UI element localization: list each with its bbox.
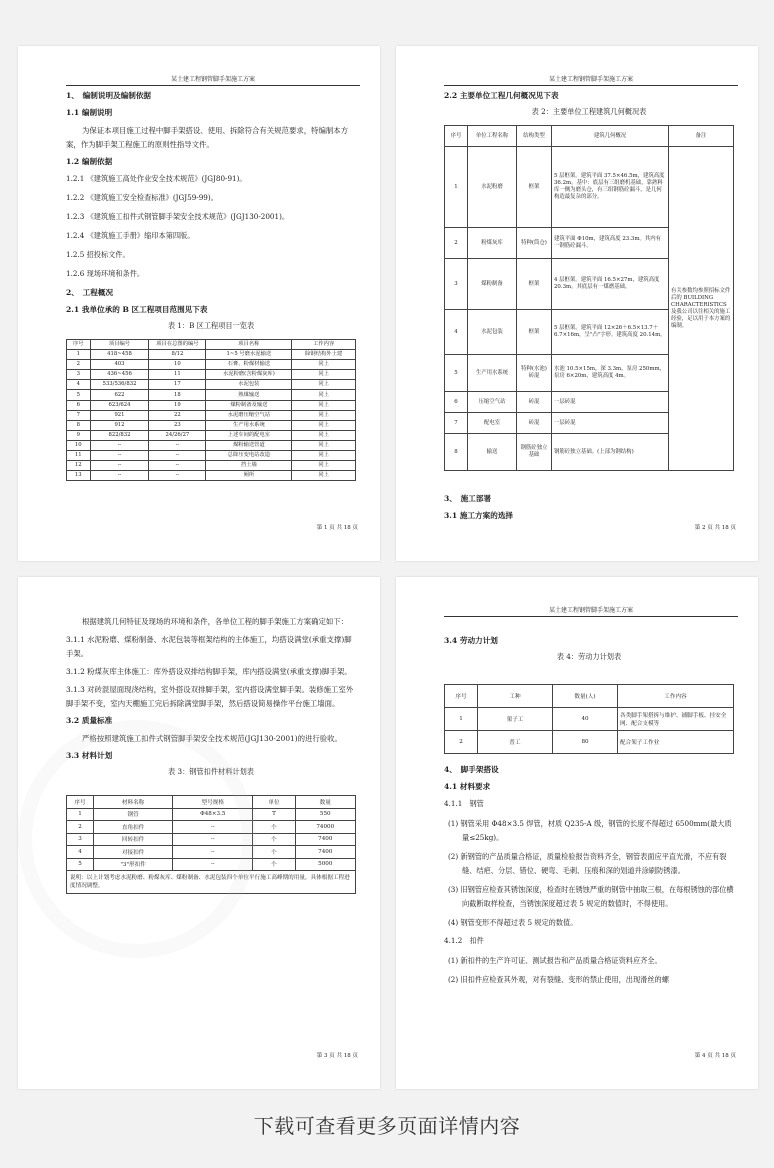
table-cell: 个 [253, 858, 295, 871]
table-cell: 622 [90, 390, 149, 400]
table-cell: 5 [445, 355, 468, 392]
watermark [18, 720, 256, 958]
section-heading: 3、 施工部署 [444, 494, 492, 503]
table-cell: 10 [149, 360, 206, 370]
table-cell: 2 [445, 731, 478, 754]
requirement-item: (1) 新扣件的生产许可证、测试报告和产品质量合格证资料应齐全。 [448, 956, 662, 965]
table-cell: 4 [67, 846, 94, 859]
table-cell: -- [149, 461, 206, 471]
table-cell: 配电室 [468, 413, 517, 434]
reference-item: 1.2.6 现场环境和条件。 [66, 269, 145, 278]
page-number: 第 1 页 共 18 页 [316, 525, 358, 531]
table-row [67, 451, 356, 461]
table-header-row [67, 340, 356, 350]
reference-item: 1.2.2 《建筑施工安全检查标准》(JGJ59-99)。 [66, 193, 218, 202]
table-cell: -- [90, 461, 149, 471]
table-cell: -- [90, 440, 149, 450]
table-cell: 4 层框架。建筑平面 16.5×27m，建筑高度 20.3m。其底层有一煤磨基础。 [552, 259, 669, 310]
page-header: 某土建工程钢管脚手架施工方案 [444, 605, 738, 617]
page-body [444, 90, 734, 527]
requirement-item: (1) 钢管采用 Φ48×3.5 焊管，材质 Q235-A 级，钢管的长度不得超过 6500mm(最大质量≤25kg)。 [448, 819, 732, 842]
page-number: 第 4 页 共 18 页 [694, 1053, 736, 1059]
table-header-cell: 材料名称 [94, 796, 173, 809]
table-cell: 个 [253, 833, 295, 846]
table-cell: 12 [67, 461, 91, 471]
table-cell: 输送 [468, 434, 517, 471]
table-header-cell: 项目编号 [90, 340, 149, 350]
table-cell: 厕所 [206, 471, 292, 481]
subsection-heading: 2.2 主要单位工程几何概况见下表 [444, 91, 559, 100]
table-cell: -- [173, 858, 253, 871]
table-cell: -- [149, 471, 206, 481]
subsection-heading: 1.1 编制说明 [66, 108, 113, 117]
labor-plan-table [444, 684, 734, 754]
table-cell: 13 [67, 471, 91, 481]
document-page-4 [396, 577, 758, 1089]
table-cell: 18 [149, 390, 206, 400]
table-cell: 挡土墙 [206, 461, 292, 471]
table-row [67, 350, 356, 360]
table-cell: 23 [149, 420, 206, 430]
table-cell: 3 [445, 259, 468, 310]
requirement-item: (3) 旧钢管应检查其锈蚀深度，检查时在锈蚀严重的钢管中抽取三根，在每根锈蚀的部位横向截断取样检查，当锈蚀深度超过表 5 规定的数值时，不得使用。 [448, 885, 734, 908]
table-cell: 钢管 [94, 808, 173, 821]
table-cell: 5 层框架。建筑平面 37.5×46.5m，建筑高度 36.2m。基中：底层有三组磨机基础，靠熟料库一侧为磨头仓，有三组钢筋砼漏斗，是几何构造最复杂的部分。 [552, 147, 669, 228]
table-cell: 623/624 [90, 400, 149, 410]
table-cell: 17 [149, 380, 206, 390]
table-cell: 533/536/832 [90, 380, 149, 390]
table-cell: 5000 [295, 858, 355, 871]
subsection-heading: 1.2 编制依据 [66, 157, 113, 166]
table-header-cell: 序号 [445, 685, 478, 708]
table-header-cell: 建筑几何概况 [552, 126, 669, 147]
project-list-table [66, 339, 356, 481]
table-cell: 熟煤输送 [206, 390, 292, 400]
table-cell: -- [173, 846, 253, 859]
table-cell: 粉煤灰库 [468, 228, 517, 259]
download-prompt: 下载可查看更多页面详情内容 [253, 1114, 521, 1138]
table-cell: 11 [67, 451, 91, 461]
table-header-cell: 项目名称 [206, 340, 292, 350]
reference-item: 1.2.4 《建筑施工手册》缩印本第四版。 [66, 231, 195, 240]
plan-item: 3.1.1 水泥粉磨、煤粉制备、水泥包装等框架结构的主体施工，均搭设满堂(承重支撑)脚手架。 [66, 635, 352, 658]
requirement-item: (2) 旧扣件应检查其外观，对有裂缝、变形的禁止使用，出现滑丝的螺 [448, 975, 669, 984]
section-heading: 1、 编制说明及编制依据 [66, 91, 152, 100]
table-cell: 同上 [292, 390, 356, 400]
table-cell: 煤粉制备 [468, 259, 517, 310]
table-header-cell: 工作内容 [618, 685, 734, 708]
table-cell: 水泥粉磨 [468, 147, 517, 228]
paragraph: 为保证本项目施工过程中脚手架搭设、使用、拆除符合有关规范要求，特编制本方案，作为脚手架工程施工的原则性指导文件。 [66, 126, 349, 149]
table-row [67, 420, 356, 430]
table-header-cell: 数量 [295, 796, 355, 809]
table-cell: 2 [67, 360, 91, 370]
table-cell: -- [173, 833, 253, 846]
table-header-cell: 序号 [445, 126, 468, 147]
table-cell: 同上 [292, 471, 356, 481]
paragraph: 严格按照建筑施工扣件式钢管脚手架安全技术规范(JGJ130-2001)的进行验收。 [82, 734, 342, 743]
subsection-heading: 4.1 材料要求 [444, 782, 491, 791]
table-row [67, 370, 356, 380]
table-cell: 5 [67, 858, 94, 871]
table-row [67, 471, 356, 481]
table-cell: 912 [90, 420, 149, 430]
table-cell: 压缩空气站 [468, 392, 517, 413]
document-page-2 [396, 46, 758, 561]
table-cell: 8 [67, 420, 91, 430]
plan-item: 3.1.3 对砖混屋面现浇结构，室外搭设双排脚手架，室内搭设满堂脚手架。装修施工室外脚手架不变，室内天棚施工完后拆除满堂脚手架，然后搭设简易操作平台施工墙面。 [66, 685, 354, 708]
table-header-cell: 序号 [67, 340, 91, 350]
table-cell: 水泥磨压缩空气站 [206, 410, 292, 420]
table-cell: 架子工 [478, 708, 553, 731]
subsection-heading: 2.1 我单位承的 B 区工程项目范围见下表 [66, 305, 208, 314]
table-caption: 表 1：B 区工程项目一览表 [167, 321, 255, 330]
document-page-1 [18, 46, 380, 561]
table-cell: 砖混 [517, 413, 552, 434]
table-header-cell: 单位 [253, 796, 295, 809]
table-cell: 19 [149, 400, 206, 410]
table-cell: 水池 10.5×15m，深 3.3m。泵房 250mm，泵房 6×20m，建筑高度 4m。 [552, 355, 669, 392]
table-header-cell: 备注 [669, 126, 734, 147]
table-row [67, 390, 356, 400]
page-number: 第 2 页 共 18 页 [694, 525, 736, 531]
table-cell: 直角扣件 [94, 821, 173, 834]
table-row [67, 400, 356, 410]
table-cell: 1 [445, 147, 468, 228]
table-cell: 5 [67, 390, 91, 400]
table-header-cell: 单位工程名称 [468, 126, 517, 147]
table-cell: 各类脚手架搭拆与维护、铺脚手板、挂安全网、配合支模等 [618, 708, 734, 731]
table-cell: -- [90, 471, 149, 481]
table-cell: 同上 [292, 360, 356, 370]
table-cell: 8/12 [149, 350, 206, 360]
table-cell: 3 [67, 833, 94, 846]
table-cell: 同上 [292, 440, 356, 450]
table-cell: 总降压变电站改造 [206, 451, 292, 461]
table-cell: 砖混 [517, 392, 552, 413]
table-cell: 框架 [517, 147, 552, 228]
table-note: 说明：以上计划考虑水泥粉磨、粉煤灰库、煤粉制备、水泥包装四个单位平行施工高峰期的用量，具体根据工程进度情况调整。 [67, 871, 356, 894]
table-cell: 10 [67, 440, 91, 450]
subsubsection-heading: 4.1.1 钢管 [444, 799, 484, 808]
table-cell: -- [149, 451, 206, 461]
table-cell: 一层砖混 [552, 392, 669, 413]
table-header-cell: 项目在总图的编号 [149, 340, 206, 350]
table-cell: Φ48×3.5 [173, 808, 253, 821]
table-cell: 回转扣件 [94, 833, 173, 846]
table-cell: 418~458 [90, 350, 149, 360]
table-cell: 同上 [292, 430, 356, 440]
table-cell: 403 [90, 360, 149, 370]
requirement-item: (2) 新钢管的产品质量合格证，质量检验报告资料齐全，钢管表面应平直光滑，不应有裂缝、结疤、分层、错位、硬弯、毛刺、压痕和深的划道并涂刷防锈漆。 [448, 852, 727, 875]
requirement-item: (4) 钢管变形不得超过表 5 规定的数值。 [448, 918, 578, 927]
table-cell: 7 [445, 413, 468, 434]
table-header-cell: 序号 [67, 796, 94, 809]
table-cell: 个 [253, 846, 295, 859]
table-cell: 生产用水系统 [468, 355, 517, 392]
table-cell: 建筑平面 Φ10m，建筑高度 23.3m。其内有一钢筋砼漏斗。 [552, 228, 669, 259]
page-header: 某土建工程钢管脚手架施工方案 [66, 74, 360, 86]
table-cell: 6 [445, 392, 468, 413]
table-cell: 同上 [292, 451, 356, 461]
table-cell: 个 [253, 821, 295, 834]
table-cell: 水泥粉磨(含粉煤灰库) [206, 370, 292, 380]
table-cell: 钢筋砼独立基础 [517, 434, 552, 471]
table-cell: 3 [67, 370, 91, 380]
page-header: 某土建工程钢管脚手架施工方案 [444, 74, 738, 86]
reference-item: 1.2.3 《建筑施工扣件式钢管脚手架安全技术规范》(JGJ130-2001)。 [66, 212, 290, 221]
table-cell: 特种(水池)砖混 [517, 355, 552, 392]
table-cell: 436~456 [90, 370, 149, 380]
subsection-heading: 3.3 材料计划 [66, 751, 113, 760]
table-cell: 74000 [295, 821, 355, 834]
table-cell: 水泥包装 [206, 380, 292, 390]
page-number: 第 3 页 共 18 页 [316, 1053, 358, 1059]
table-row [67, 430, 356, 440]
table-cell: 同上 [292, 461, 356, 471]
table-cell: 7400 [295, 846, 355, 859]
table-cell: 配合架子工作业 [618, 731, 734, 754]
table-cell: 普工 [478, 731, 553, 754]
table-cell: 框架 [517, 259, 552, 310]
table-cell: 除钢结构外土建 [292, 350, 356, 360]
table-cell: 5 层框架。建筑平面 12×26＋6.5×13.7＋6.7×16m，呈"凸"字形。建筑高度 20.14m。 [552, 310, 669, 355]
subsection-heading: 3.1 施工方案的选择 [444, 511, 514, 520]
table-cell: 同上 [292, 410, 356, 420]
table-cell: -- [149, 440, 206, 450]
table-cell: 822/832 [90, 430, 149, 440]
table-cell: 1~5 号磨水泥输送 [206, 350, 292, 360]
table-header-row [445, 126, 734, 147]
table-cell: 8 [445, 434, 468, 471]
table-cell: 同上 [292, 420, 356, 430]
table-cell: 特种(筒仓) [517, 228, 552, 259]
table-cell: 框架 [517, 310, 552, 355]
table-cell: 7400 [295, 833, 355, 846]
table-cell: 钢筋砼独立基础。(上部为钢结构) [552, 434, 669, 471]
table-cell: 生产用水系统 [206, 420, 292, 430]
table-cell: -- [173, 821, 253, 834]
paragraph: 根据建筑几何特征及现场的环境和条件，各单位工程的脚手架施工方案确定如下： [82, 617, 349, 626]
table-header-cell: 工种 [478, 685, 553, 708]
table-row [445, 147, 734, 228]
table-cell: 同上 [292, 370, 356, 380]
table-cell: 2 [67, 821, 94, 834]
table-cell: 1 [67, 350, 91, 360]
table-cell: 同上 [292, 400, 356, 410]
table-row [445, 708, 734, 731]
table-row [67, 410, 356, 420]
table-cell: 9 [67, 430, 91, 440]
table-cell: 上述车间的配电室 [206, 430, 292, 440]
table-cell: 40 [553, 708, 618, 731]
page-body [444, 635, 734, 992]
table-row [445, 731, 734, 754]
table-header-cell: 结构类型 [517, 126, 552, 147]
reference-item: 1.2.1 《建筑施工高处作业安全技术规范》(JGJ80-91)。 [66, 174, 247, 183]
table-cell: 1 [445, 708, 478, 731]
table-cell: 24/26/27 [149, 430, 206, 440]
table-remark-cell: 有关参数均参照招标文件后的 BUILDING CHARACTERISTICS 及我公司以往相关的施工经验，足以用于本方案的编制。 [669, 147, 734, 471]
table-header-cell: 型号规格 [173, 796, 253, 809]
table-cell: "3"形扣件 [94, 858, 173, 871]
table-cell: 一层砖混 [552, 413, 669, 434]
table-cell: 对接扣件 [94, 846, 173, 859]
subsubsection-heading: 4.1.2 扣件 [444, 936, 484, 945]
table-cell: 7 [67, 410, 91, 420]
table-cell: 2 [445, 228, 468, 259]
table-caption: 表 3：钢管扣件材料计划表 [168, 767, 254, 776]
table-cell: 煤粉输送管道 [206, 440, 292, 450]
table-cell: 921 [90, 410, 149, 420]
table-row [67, 440, 356, 450]
table-cell: 11 [149, 370, 206, 380]
table-cell: 22 [149, 410, 206, 420]
table-row [67, 380, 356, 390]
table-cell: 1 [67, 808, 94, 821]
table-cell: 煤粉制备及输送 [206, 400, 292, 410]
table-row [67, 360, 356, 370]
table-cell: 水泥包装 [468, 310, 517, 355]
table-cell: -- [90, 451, 149, 461]
table-cell: 6 [67, 400, 91, 410]
table-cell: 80 [553, 731, 618, 754]
page-body [66, 90, 356, 481]
table-header-cell: 工作内容 [292, 340, 356, 350]
building-geometry-table [444, 125, 734, 471]
section-heading: 4、 脚手架搭设 [444, 765, 499, 774]
subsection-heading: 3.4 劳动力计划 [444, 636, 498, 645]
table-caption: 表 4：劳动力计划表 [556, 652, 622, 661]
plan-item: 3.1.2 粉煤灰库主体施工：库外搭设双排结构脚手架，库内搭设满堂(承重支撑)脚手架。 [66, 667, 352, 676]
table-cell: 石膏、粉煤材输送 [206, 360, 292, 370]
table-row [67, 461, 356, 471]
reference-item: 1.2.5 招投标文件。 [66, 250, 130, 259]
table-header-row [445, 685, 734, 708]
table-caption: 表 2：主要单位工程建筑几何概况表 [531, 107, 647, 116]
table-cell: 4 [445, 310, 468, 355]
table-header-cell: 数量(人) [553, 685, 618, 708]
table-cell: 550 [295, 808, 355, 821]
table-cell: 4 [67, 380, 91, 390]
subsection-heading: 3.2 质量标准 [66, 716, 113, 725]
section-heading: 2、 工程概况 [66, 288, 114, 297]
table-cell: 同上 [292, 380, 356, 390]
table-cell: T [253, 808, 295, 821]
